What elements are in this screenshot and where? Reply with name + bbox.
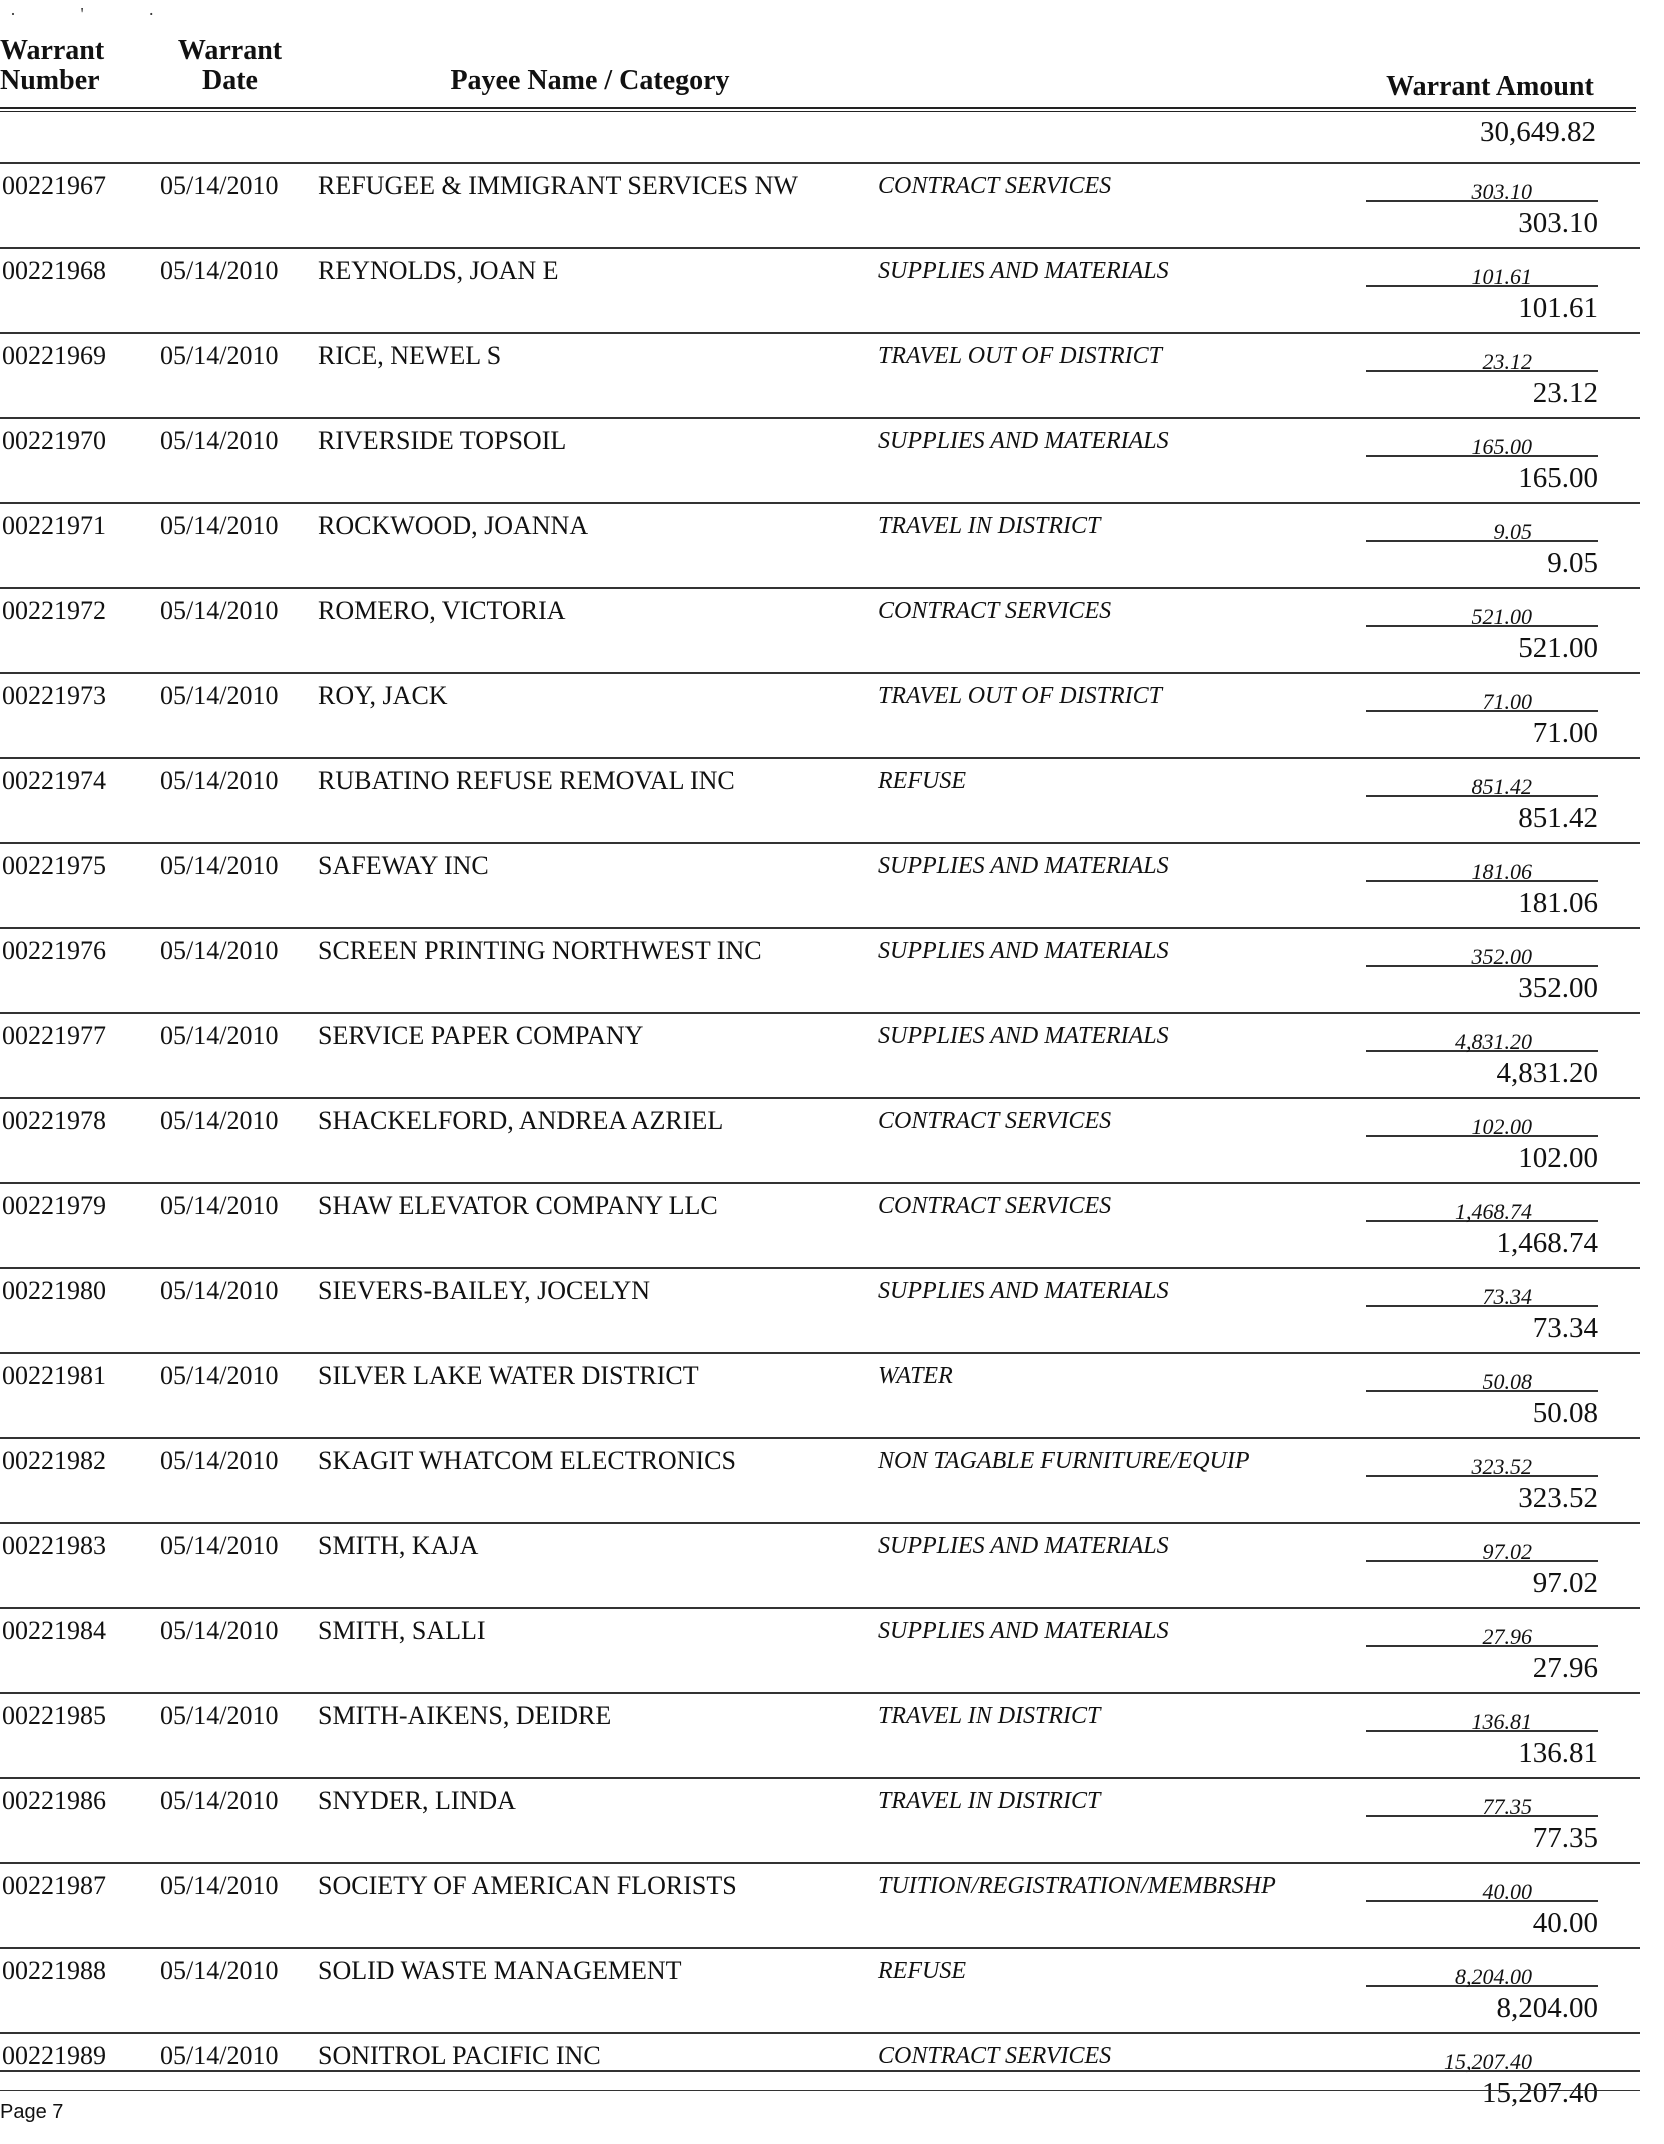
- warrant-date: 05/14/2010: [160, 1701, 279, 1730]
- payee-name: REYNOLDS, JOAN E: [318, 256, 559, 285]
- payee-category: SUPPLIES AND MATERIALS: [878, 938, 1169, 964]
- warrant-total: 23.12: [1532, 377, 1598, 409]
- line-amount-value: 4,831.20: [1455, 1029, 1532, 1054]
- line-amount-value: 77.35: [1482, 1794, 1532, 1819]
- payee-category: TRAVEL OUT OF DISTRICT: [878, 343, 1162, 369]
- line-amount: [1366, 680, 1598, 712]
- line-amount-value: 352.00: [1471, 944, 1532, 969]
- warrant-date: 05/14/2010: [160, 256, 279, 285]
- line-amount-value: 15,207.40: [1444, 2049, 1532, 2074]
- warrant-date: 05/14/2010: [160, 1361, 279, 1390]
- payee-name: REFUGEE & IMMIGRANT SERVICES NW: [318, 171, 798, 200]
- warrant-number: 00221981: [2, 1361, 106, 1390]
- line-amount-value: 97.02: [1482, 1539, 1532, 1564]
- payee-category: SUPPLIES AND MATERIALS: [878, 428, 1169, 454]
- warrant-number: 00221987: [2, 1871, 106, 1900]
- warrant-date: 05/14/2010: [160, 1276, 279, 1305]
- line-amount-value: 8,204.00: [1455, 1964, 1532, 1989]
- table-row: [0, 1352, 1640, 1437]
- line-amount: [1366, 2040, 1598, 2072]
- warrant-total: 9.05: [1547, 547, 1598, 579]
- payee-name: SIEVERS-BAILEY, JOCELYN: [318, 1276, 651, 1305]
- warrant-date: 05/14/2010: [160, 2041, 279, 2070]
- header-warrant-date: Warrant Date: [177, 35, 283, 96]
- line-amount-value: 165.00: [1471, 434, 1532, 459]
- line-amount: [1366, 510, 1598, 542]
- payee-name: SILVER LAKE WATER DISTRICT: [318, 1361, 699, 1390]
- table-row: [0, 1267, 1640, 1352]
- warrant-date: 05/14/2010: [160, 1191, 279, 1220]
- warrant-number: 00221988: [2, 1956, 106, 1985]
- warrant-rows: [0, 162, 1640, 2117]
- payee-category: SUPPLIES AND MATERIALS: [878, 258, 1169, 284]
- line-amount: [1366, 1615, 1598, 1647]
- header-payee-category: Payee Name / Category: [450, 65, 730, 96]
- warrant-number: 00221975: [2, 851, 106, 880]
- payee-name: SMITH, SALLI: [318, 1616, 486, 1645]
- payee-category: SUPPLIES AND MATERIALS: [878, 853, 1169, 879]
- warrant-number: 00221979: [2, 1191, 106, 1220]
- table-row: [0, 1607, 1640, 1692]
- payee-category: CONTRACT SERVICES: [878, 2043, 1112, 2069]
- line-amount-value: 102.00: [1471, 1114, 1532, 1139]
- warrant-date: 05/14/2010: [160, 1021, 279, 1050]
- line-amount-value: 521.00: [1471, 604, 1532, 629]
- payee-name: SCREEN PRINTING NORTHWEST INC: [318, 936, 762, 965]
- line-amount: [1366, 170, 1598, 202]
- table-row: [0, 1522, 1640, 1607]
- payee-name: SHACKELFORD, ANDREA AZRIEL: [318, 1106, 724, 1135]
- warrant-date: 05/14/2010: [160, 936, 279, 965]
- warrant-total: 303.10: [1518, 207, 1598, 239]
- warrant-total: 77.35: [1532, 1822, 1598, 1854]
- warrant-date: 05/14/2010: [160, 851, 279, 880]
- line-amount: [1366, 1530, 1598, 1562]
- payee-category: WATER: [878, 1363, 953, 1389]
- warrant-number: 00221971: [2, 511, 106, 540]
- line-amount-value: 50.08: [1482, 1369, 1532, 1394]
- warrant-date: 05/14/2010: [160, 341, 279, 370]
- header-warrant-number: Warrant Number: [0, 35, 105, 96]
- line-amount: [1366, 935, 1598, 967]
- warrant-total: 136.81: [1518, 1737, 1598, 1769]
- payee-name: SHAW ELEVATOR COMPANY LLC: [318, 1191, 718, 1220]
- warrant-total: 851.42: [1518, 802, 1598, 834]
- payee-name: SONITROL PACIFIC INC: [318, 2041, 601, 2070]
- warrant-number: 00221977: [2, 1021, 106, 1050]
- table-row: [0, 502, 1640, 587]
- table-row: [0, 417, 1640, 502]
- table-row: [0, 1692, 1640, 1777]
- table-row: [0, 757, 1640, 842]
- line-amount: [1366, 850, 1598, 882]
- payee-category: SUPPLIES AND MATERIALS: [878, 1618, 1169, 1644]
- warrant-number: 00221985: [2, 1701, 106, 1730]
- line-amount-value: 303.10: [1471, 179, 1532, 204]
- line-amount-value: 136.81: [1471, 1709, 1532, 1734]
- warrant-total: 1,468.74: [1496, 1227, 1598, 1259]
- header-warrant-amount: Warrant Amount: [1386, 71, 1594, 102]
- line-amount: [1366, 255, 1598, 287]
- payee-name: RIVERSIDE TOPSOIL: [318, 426, 567, 455]
- payee-name: ROMERO, VICTORIA: [318, 596, 566, 625]
- warrant-total: 50.08: [1532, 1397, 1598, 1429]
- table-row: [0, 1097, 1640, 1182]
- payee-category: REFUSE: [878, 1958, 966, 1984]
- payee-category: CONTRACT SERVICES: [878, 1193, 1112, 1219]
- line-amount-value: 9.05: [1493, 519, 1532, 544]
- warrant-total: 165.00: [1518, 462, 1598, 494]
- table-row: [0, 162, 1640, 247]
- payee-name: SOLID WASTE MANAGEMENT: [318, 1956, 682, 1985]
- line-amount: [1366, 1105, 1598, 1137]
- warrant-total: 102.00: [1518, 1142, 1598, 1174]
- warrant-date: 05/14/2010: [160, 1786, 279, 1815]
- warrant-number: 00221980: [2, 1276, 106, 1305]
- warrant-number: 00221970: [2, 426, 106, 455]
- payee-category: TRAVEL IN DISTRICT: [878, 513, 1101, 539]
- line-amount-value: 73.34: [1482, 1284, 1532, 1309]
- warrant-number: 00221968: [2, 256, 106, 285]
- warrant-number: 00221989: [2, 2041, 106, 2070]
- table-row: [0, 1182, 1640, 1267]
- warrant-total: 40.00: [1532, 1907, 1598, 1939]
- line-amount-value: 181.06: [1471, 859, 1532, 884]
- table-row: [0, 1947, 1640, 2032]
- warrant-date: 05/14/2010: [160, 426, 279, 455]
- payee-name: SKAGIT WHATCOM ELECTRONICS: [318, 1446, 736, 1475]
- warrant-date: 05/14/2010: [160, 766, 279, 795]
- warrant-number: 00221967: [2, 171, 106, 200]
- line-amount-value: 40.00: [1482, 1879, 1532, 1904]
- payee-name: SMITH, KAJA: [318, 1531, 479, 1560]
- payee-category: CONTRACT SERVICES: [878, 173, 1112, 199]
- warrant-total: 97.02: [1532, 1567, 1598, 1599]
- line-amount: [1366, 1785, 1598, 1817]
- table-row: [0, 672, 1640, 757]
- line-amount: [1366, 1275, 1598, 1307]
- line-amount-value: 851.42: [1471, 774, 1532, 799]
- table-row: [0, 1862, 1640, 1947]
- line-amount: [1366, 1445, 1598, 1477]
- warrant-date: 05/14/2010: [160, 1956, 279, 1985]
- warrant-date: 05/14/2010: [160, 1531, 279, 1560]
- line-amount-value: 323.52: [1471, 1454, 1532, 1479]
- table-row: [0, 2032, 1640, 2117]
- payee-name: SMITH-AIKENS, DEIDRE: [318, 1701, 612, 1730]
- line-amount: [1366, 1870, 1598, 1902]
- end-divider: [0, 2070, 1640, 2072]
- warrant-total: 15,207.40: [1482, 2077, 1598, 2109]
- line-amount-value: 71.00: [1482, 689, 1532, 714]
- line-amount: [1366, 1360, 1598, 1392]
- warrant-number: 00221982: [2, 1446, 106, 1475]
- line-amount: [1366, 595, 1598, 627]
- table-row: [0, 842, 1640, 927]
- table-row: [0, 1437, 1640, 1522]
- warrant-date: 05/14/2010: [160, 171, 279, 200]
- payee-category: NON TAGABLE FURNITURE/EQUIP: [878, 1448, 1250, 1474]
- payee-name: SOCIETY OF AMERICAN FLORISTS: [318, 1871, 737, 1900]
- warrant-date: 05/14/2010: [160, 1106, 279, 1135]
- line-amount: [1366, 1190, 1598, 1222]
- warrant-total: 181.06: [1518, 887, 1598, 919]
- payee-name: RICE, NEWEL S: [318, 341, 502, 370]
- payee-name: RUBATINO REFUSE REMOVAL INC: [318, 766, 735, 795]
- payee-name: SAFEWAY INC: [318, 851, 489, 880]
- warrant-total: 4,831.20: [1496, 1057, 1598, 1089]
- warrant-date: 05/14/2010: [160, 1446, 279, 1475]
- line-amount-value: 1,468.74: [1455, 1199, 1532, 1224]
- warrant-date: 05/14/2010: [160, 596, 279, 625]
- payee-name: SNYDER, LINDA: [318, 1786, 516, 1815]
- warrant-total: 323.52: [1518, 1482, 1598, 1514]
- line-amount: [1366, 1700, 1598, 1732]
- payee-category: SUPPLIES AND MATERIALS: [878, 1278, 1169, 1304]
- payee-name: ROY, JACK: [318, 681, 448, 710]
- table-row: [0, 247, 1640, 332]
- warrant-total: 101.61: [1518, 292, 1598, 324]
- warrant-date: 05/14/2010: [160, 1871, 279, 1900]
- payee-category: SUPPLIES AND MATERIALS: [878, 1533, 1169, 1559]
- warrant-total: 521.00: [1518, 632, 1598, 664]
- warrant-number: 00221969: [2, 341, 106, 370]
- table-row: [0, 332, 1640, 417]
- line-amount: [1366, 425, 1598, 457]
- scan-marks: · ' ·: [10, 4, 185, 24]
- table-row: [0, 927, 1640, 1012]
- line-amount-value: 23.12: [1482, 349, 1532, 374]
- payee-category: TRAVEL OUT OF DISTRICT: [878, 683, 1162, 709]
- warrant-number: 00221976: [2, 936, 106, 965]
- warrant-number: 00221974: [2, 766, 106, 795]
- payee-name: SERVICE PAPER COMPANY: [318, 1021, 644, 1050]
- page-number: Page 7: [0, 2101, 64, 2123]
- warrant-total: 73.34: [1532, 1312, 1598, 1344]
- header-divider: [0, 107, 1636, 112]
- warrant-number: 00221986: [2, 1786, 106, 1815]
- table-row: [0, 587, 1640, 672]
- warrant-date: 05/14/2010: [160, 511, 279, 540]
- line-amount: [1366, 340, 1598, 372]
- line-amount-value: 27.96: [1482, 1624, 1532, 1649]
- payee-category: REFUSE: [878, 768, 966, 794]
- payee-category: CONTRACT SERVICES: [878, 1108, 1112, 1134]
- warrant-number: 00221978: [2, 1106, 106, 1135]
- payee-category: TUITION/REGISTRATION/MEMBRSHP: [878, 1873, 1276, 1899]
- line-amount: [1366, 765, 1598, 797]
- warrant-number: 00221983: [2, 1531, 106, 1560]
- table-row: [0, 1012, 1640, 1097]
- payee-category: TRAVEL IN DISTRICT: [878, 1703, 1101, 1729]
- warrant-date: 05/14/2010: [160, 681, 279, 710]
- warrant-total: 71.00: [1532, 717, 1598, 749]
- payee-name: ROCKWOOD, JOANNA: [318, 511, 589, 540]
- warrant-number: 00221972: [2, 596, 106, 625]
- table-row: [0, 1777, 1640, 1862]
- warrant-number: 00221973: [2, 681, 106, 710]
- table-header: [0, 36, 1640, 114]
- line-amount-value: 101.61: [1471, 264, 1532, 289]
- end-divider-secondary: [0, 2090, 1640, 2091]
- warrant-total: 352.00: [1518, 972, 1598, 1004]
- payee-category: TRAVEL IN DISTRICT: [878, 1788, 1101, 1814]
- line-amount: [1366, 1020, 1598, 1052]
- carry-forward-amount: 30,649.82: [1480, 116, 1596, 148]
- warrant-number: 00221984: [2, 1616, 106, 1645]
- payee-category: SUPPLIES AND MATERIALS: [878, 1023, 1169, 1049]
- line-amount: [1366, 1955, 1598, 1987]
- warrant-total: 8,204.00: [1496, 1992, 1598, 2024]
- warrant-date: 05/14/2010: [160, 1616, 279, 1645]
- warrant-total: 27.96: [1532, 1652, 1598, 1684]
- payee-category: CONTRACT SERVICES: [878, 598, 1112, 624]
